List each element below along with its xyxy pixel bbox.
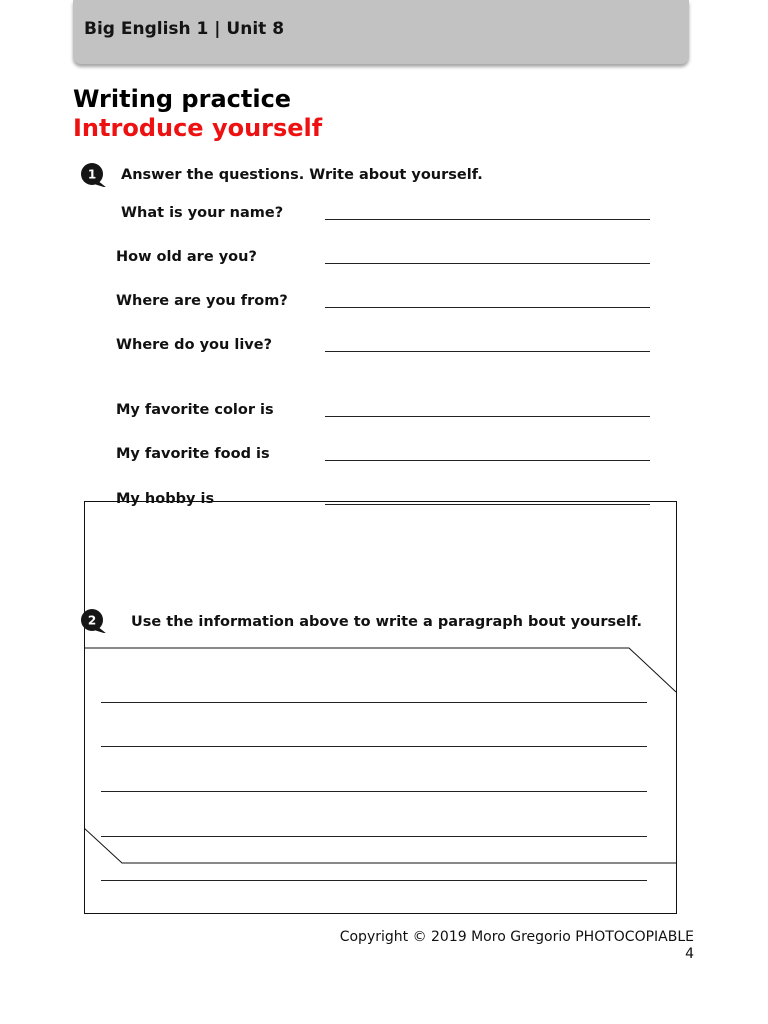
answer-line-age[interactable]	[325, 263, 650, 264]
copyright-text: Copyright © 2019 Moro Gregorio PHOTOCOPIABLE	[339, 929, 694, 945]
instruction-2: Use the information above to write a paragraph bout yourself.	[131, 614, 642, 630]
writing-frame	[84, 501, 677, 914]
paragraph-line[interactable]	[101, 791, 647, 792]
question-hobby: My hobby is	[116, 491, 215, 507]
question-age: How old are you?	[116, 249, 257, 265]
question-color: My favorite color is	[116, 402, 274, 418]
paragraph-line[interactable]	[101, 836, 647, 837]
number-badge-2-text: 2	[87, 613, 97, 628]
answer-line-from[interactable]	[325, 307, 650, 308]
answer-line-color[interactable]	[325, 416, 650, 417]
paragraph-line[interactable]	[101, 702, 647, 703]
answer-line-food[interactable]	[325, 460, 650, 461]
number-badge-2	[80, 609, 106, 633]
number-badge-1-text: 1	[87, 167, 97, 182]
page-subtitle: Introduce yourself	[73, 114, 323, 142]
question-name: What is your name?	[121, 205, 284, 221]
answer-line-name[interactable]	[325, 219, 650, 220]
answer-line-live[interactable]	[325, 351, 650, 352]
question-live: Where do you live?	[116, 337, 272, 353]
header-title: Big English 1 | Unit 8	[84, 19, 285, 39]
paragraph-line[interactable]	[101, 880, 647, 881]
page-number: 4	[685, 946, 694, 962]
page-title: Writing practice	[73, 85, 292, 113]
footer	[340, 929, 694, 963]
header-bar	[73, 0, 689, 64]
question-from: Where are you from?	[116, 293, 288, 309]
paragraph-line[interactable]	[101, 746, 647, 747]
question-food: My favorite food is	[116, 446, 270, 462]
instruction-1: Answer the questions. Write about yourself.	[121, 167, 483, 183]
number-badge-1	[80, 163, 106, 187]
